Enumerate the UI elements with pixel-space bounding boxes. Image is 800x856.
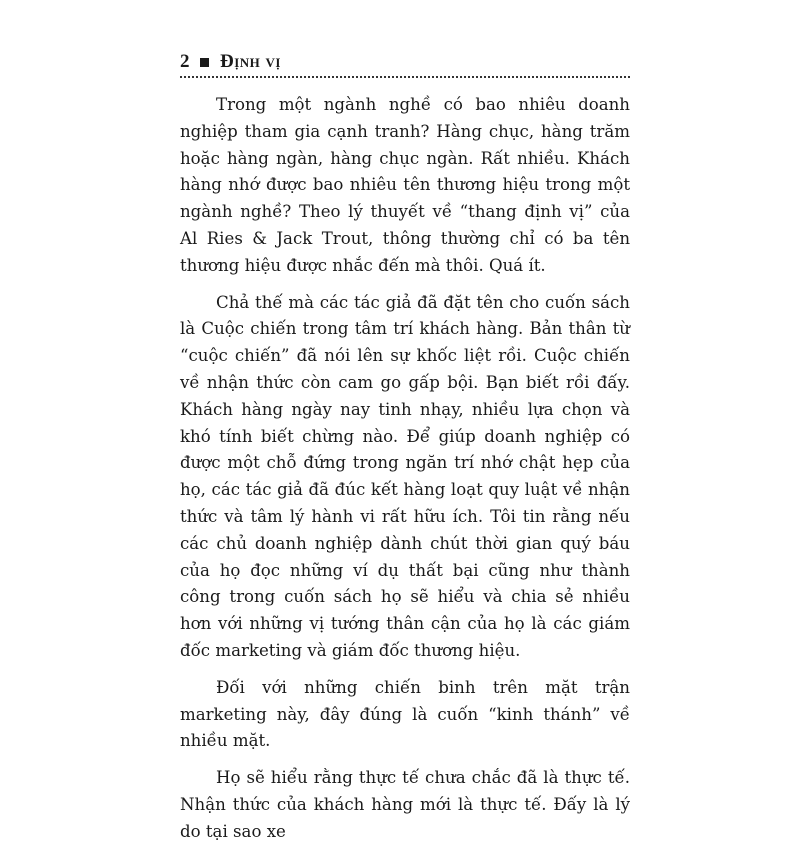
paragraph: Họ sẽ hiểu rằng thực tế chưa chắc đã là thực tế. Nhận thức của khách hàng mới là thực tế. Đấy là lý do tại sao xe — [180, 768, 630, 841]
paragraph: Đối với những chiến binh trên mặt trận marketing này, đây đúng là cuốn “kinh thánh” về nhiều mặt. — [180, 677, 630, 751]
page-number: 2 — [180, 51, 190, 72]
running-header — [180, 48, 630, 78]
paragraph: Chả thế mà các tác giả đã đặt tên cho cuốn sách là Cuộc chiến trong tâm trí khách hàng. Bản thân từ “cuộc chiến” đã nói lên sự khốc liệt rồi. Cuộc chiến về nhận thức còn cam go gấp bội. Bạn biết rồi đấy. Khách hàng ngày nay tinh nhạy, nhiều lựa chọn và khó tính biết chừng nào. Để giúp doanh nghiệp có được một chỗ đứng trong ngăn trí nhớ chật hẹp của họ, các tác giả đã đúc kết hàng loạt quy luật về nhận thức và tâm lý hành vi rất hữu ích. Tôi tin rằng nếu các chủ doanh nghiệp dành chút thời gian quý báu của họ đọc những ví dụ thất bại cũng như thành công trong cuốn sách họ sẽ hiểu và chia sẻ nhiều hơn với những vị tướng thân cận của họ là các giám đốc marketing và giám đốc thương hiệu. — [180, 292, 630, 660]
square-separator-icon — [200, 58, 209, 67]
chapter-title: Định vị — [220, 51, 281, 72]
paragraph: Trong một ngành nghề có bao nhiêu doanh nghiệp tham gia cạnh tranh? Hàng chục, hàng trăm hoặc hàng ngàn, hàng chục ngàn. Rất nhiều. Khách hàng nhớ được bao nhiêu tên thương hiệu trong một ngành nghề? Theo lý thuyết về “thang định vị” của Al Ries & Jack Trout, thông thường chỉ có ba tên thương hiệu được nhắc đến mà thôi. Quá ít. — [180, 95, 630, 275]
page-body — [180, 92, 630, 856]
